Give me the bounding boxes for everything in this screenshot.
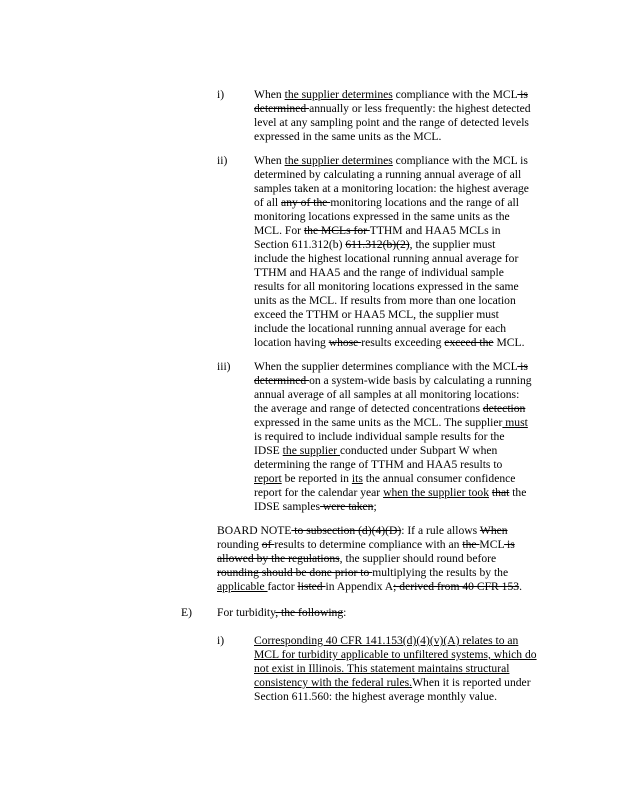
text-run: Section 611.312(b): [254, 238, 346, 251]
text-line: [254, 486, 532, 500]
deleted-text: the: [462, 538, 480, 551]
text-run: BOARD NOTE: [217, 524, 292, 537]
text-line: [254, 294, 529, 308]
deleted-text: determined: [254, 374, 310, 387]
text-line: [254, 154, 529, 168]
text-line: [217, 606, 346, 620]
text-run: the average and range of detected concentrations: [254, 402, 483, 415]
text-run: is required to include individual sample results for the: [254, 430, 505, 443]
deleted-text: whose: [328, 336, 362, 349]
text-line: [254, 116, 531, 130]
deleted-text: is: [517, 360, 528, 373]
text-run: results exceeding: [361, 336, 445, 349]
text-run: of all: [254, 196, 282, 209]
inserted-text: must: [502, 416, 528, 429]
text-run: compliance with the MCL is: [392, 154, 528, 167]
text-line: [254, 444, 532, 458]
inserted-text: consistency with the federal rules.: [254, 676, 413, 689]
text-line: [254, 360, 532, 374]
inserted-text: report: [254, 472, 282, 485]
deleted-text: , the following: [275, 606, 344, 619]
text-run: multiplying the results by the: [372, 566, 509, 579]
inserted-text: not exist in Illinois. This statement maintains structural: [254, 662, 510, 675]
text-line: [254, 238, 529, 252]
text-run: be reported in: [281, 472, 352, 485]
text-line: [254, 472, 532, 486]
turbidity-item-text: [254, 634, 537, 704]
text-line: [254, 416, 532, 430]
text-run: Section 611.560: the highest average monthly value.: [254, 690, 497, 703]
text-line: [254, 388, 532, 402]
deleted-text: the MCLs for: [303, 224, 370, 237]
text-line: [254, 102, 531, 116]
text-run: TTHM and HAA5 and the range of individual sample: [254, 266, 504, 279]
text-run: in Appendix A: [325, 580, 394, 593]
text-line: [254, 322, 529, 336]
text-run: on a system-wide basis by calculating a running: [309, 374, 532, 387]
text-run: IDSE samples: [254, 500, 321, 513]
text-line: [254, 196, 529, 210]
text-run: level at any sampling point and the range of detected levels: [254, 116, 529, 129]
text-run: determined by calculating a running annual average of all: [254, 168, 522, 181]
text-run: For turbidity: [217, 606, 276, 619]
text-run: , the supplier should round before: [339, 552, 497, 565]
text-line: [254, 336, 529, 350]
board-note: [217, 524, 522, 594]
text-line: [254, 130, 531, 144]
text-run: : If a rule allows: [401, 524, 480, 537]
turbidity-item-label: i): [217, 634, 225, 647]
inserted-text: applicable: [217, 580, 268, 593]
deleted-text: determined: [254, 102, 310, 115]
deleted-text: any of the: [281, 196, 331, 209]
text-line: [254, 662, 537, 676]
text-run: annual average of all samples at all monitoring locations:: [254, 388, 520, 401]
text-run: When the supplier determines compliance with the MCL: [254, 360, 518, 373]
text-run: .: [519, 580, 522, 593]
text-run: When: [254, 154, 285, 167]
deleted-text: listed: [297, 580, 326, 593]
text-line: [254, 266, 529, 280]
text-run: include the highest locational running annual average for: [254, 252, 519, 265]
text-line: [217, 552, 522, 566]
text-line: [217, 524, 522, 538]
text-run: results for all monitoring locations expressed in the same: [254, 280, 519, 293]
text-run: :: [343, 606, 347, 619]
deleted-text: When: [479, 524, 508, 537]
text-run: MCL.: [493, 336, 525, 349]
text-run: expressed in the same units as the MCL. The supplier: [254, 416, 503, 429]
text-run: , the supplier must: [409, 238, 496, 251]
text-line: [217, 580, 522, 594]
text-line: [254, 308, 529, 322]
inserted-text: the supplier: [282, 444, 340, 457]
text-run: TTHM and HAA5 MCLs in: [369, 224, 501, 237]
item-i-text: [254, 88, 531, 144]
item-label-iii: iii): [217, 360, 231, 373]
text-run: location having: [254, 336, 329, 349]
text-line: [254, 458, 532, 472]
text-line: [254, 168, 529, 182]
text-run: samples taken at a monitoring location: the highest average: [254, 182, 529, 195]
text-run: units as the MCL. If results from more than one location: [254, 294, 516, 307]
text-line: [254, 210, 529, 224]
deleted-text: ; derived from 40 CFR 153: [393, 580, 520, 593]
inserted-text: the supplier determines: [284, 154, 393, 167]
deleted-text: rounding should be done prior to: [217, 566, 373, 579]
text-run: rounding: [217, 538, 262, 551]
text-line: [254, 402, 532, 416]
item-ii-text: [254, 154, 529, 350]
text-line: [254, 224, 529, 238]
text-line: [254, 676, 537, 690]
inserted-text: its: [351, 472, 363, 485]
text-line: [254, 182, 529, 196]
text-run: MCL: [479, 538, 505, 551]
deleted-text: were taken: [320, 500, 374, 513]
text-run: annually or less frequently: the highest detected: [309, 102, 531, 115]
item-label-ii: ii): [217, 154, 228, 167]
text-line: [254, 430, 532, 444]
deleted-text: is: [517, 88, 528, 101]
deleted-text: of: [261, 538, 275, 551]
section-label-e: E): [181, 606, 192, 619]
text-run: factor: [267, 580, 298, 593]
text-line: [254, 648, 537, 662]
text-run: exceed the TTHM or HAA5 MCL, the supplier must: [254, 308, 499, 321]
text-line: [254, 252, 529, 266]
text-run: compliance with the MCL: [392, 88, 518, 101]
text-line: [217, 566, 522, 580]
text-run: include the locational running annual average for each: [254, 322, 507, 335]
section-e-heading: [217, 606, 346, 620]
deleted-text: that: [491, 486, 510, 499]
text-run: ;: [373, 500, 377, 513]
text-run: MCL. For: [254, 224, 304, 237]
text-run: expressed in the same units as the MCL.: [254, 130, 442, 143]
deleted-text: to subsection (d)(4)(D): [291, 524, 402, 537]
deleted-text: exceed the: [444, 336, 494, 349]
item-iii-text: [254, 360, 532, 514]
deleted-text: 611.312(b)(2): [345, 238, 410, 251]
text-run: IDSE: [254, 444, 283, 457]
text-line: [254, 634, 537, 648]
text-line: [254, 280, 529, 294]
item-label-i: i): [217, 88, 225, 101]
text-run: When: [254, 88, 285, 101]
deleted-text: detection: [482, 402, 526, 415]
text-run: monitoring locations expressed in the same units as the: [254, 210, 510, 223]
text-run: conducted under Subpart W when: [339, 444, 498, 457]
inserted-text: Corresponding 40 CFR 141.153(d)(4)(v)(A) relates to an: [254, 634, 519, 647]
text-line: [254, 374, 532, 388]
text-line: [217, 538, 522, 552]
text-line: [254, 690, 537, 704]
text-run: monitoring locations and the range of all: [330, 196, 519, 209]
deleted-text: is: [504, 538, 515, 551]
text-run: results to determine compliance with an: [274, 538, 463, 551]
inserted-text: MCL for turbidity applicable to unfiltered systems, which do: [254, 648, 537, 661]
text-run: the: [509, 486, 527, 499]
text-run: determining the range of TTHM and HAA5 results to: [254, 458, 503, 471]
deleted-text: allowed by the regulations: [217, 552, 340, 565]
text-line: [254, 88, 531, 102]
inserted-text: the supplier determines: [284, 88, 393, 101]
inserted-text: when the supplier took: [383, 486, 490, 499]
text-run: When it is reported under: [412, 676, 531, 689]
text-run: report for the calendar year: [254, 486, 384, 499]
text-line: [254, 500, 532, 514]
text-run: the annual consumer confidence: [362, 472, 516, 485]
